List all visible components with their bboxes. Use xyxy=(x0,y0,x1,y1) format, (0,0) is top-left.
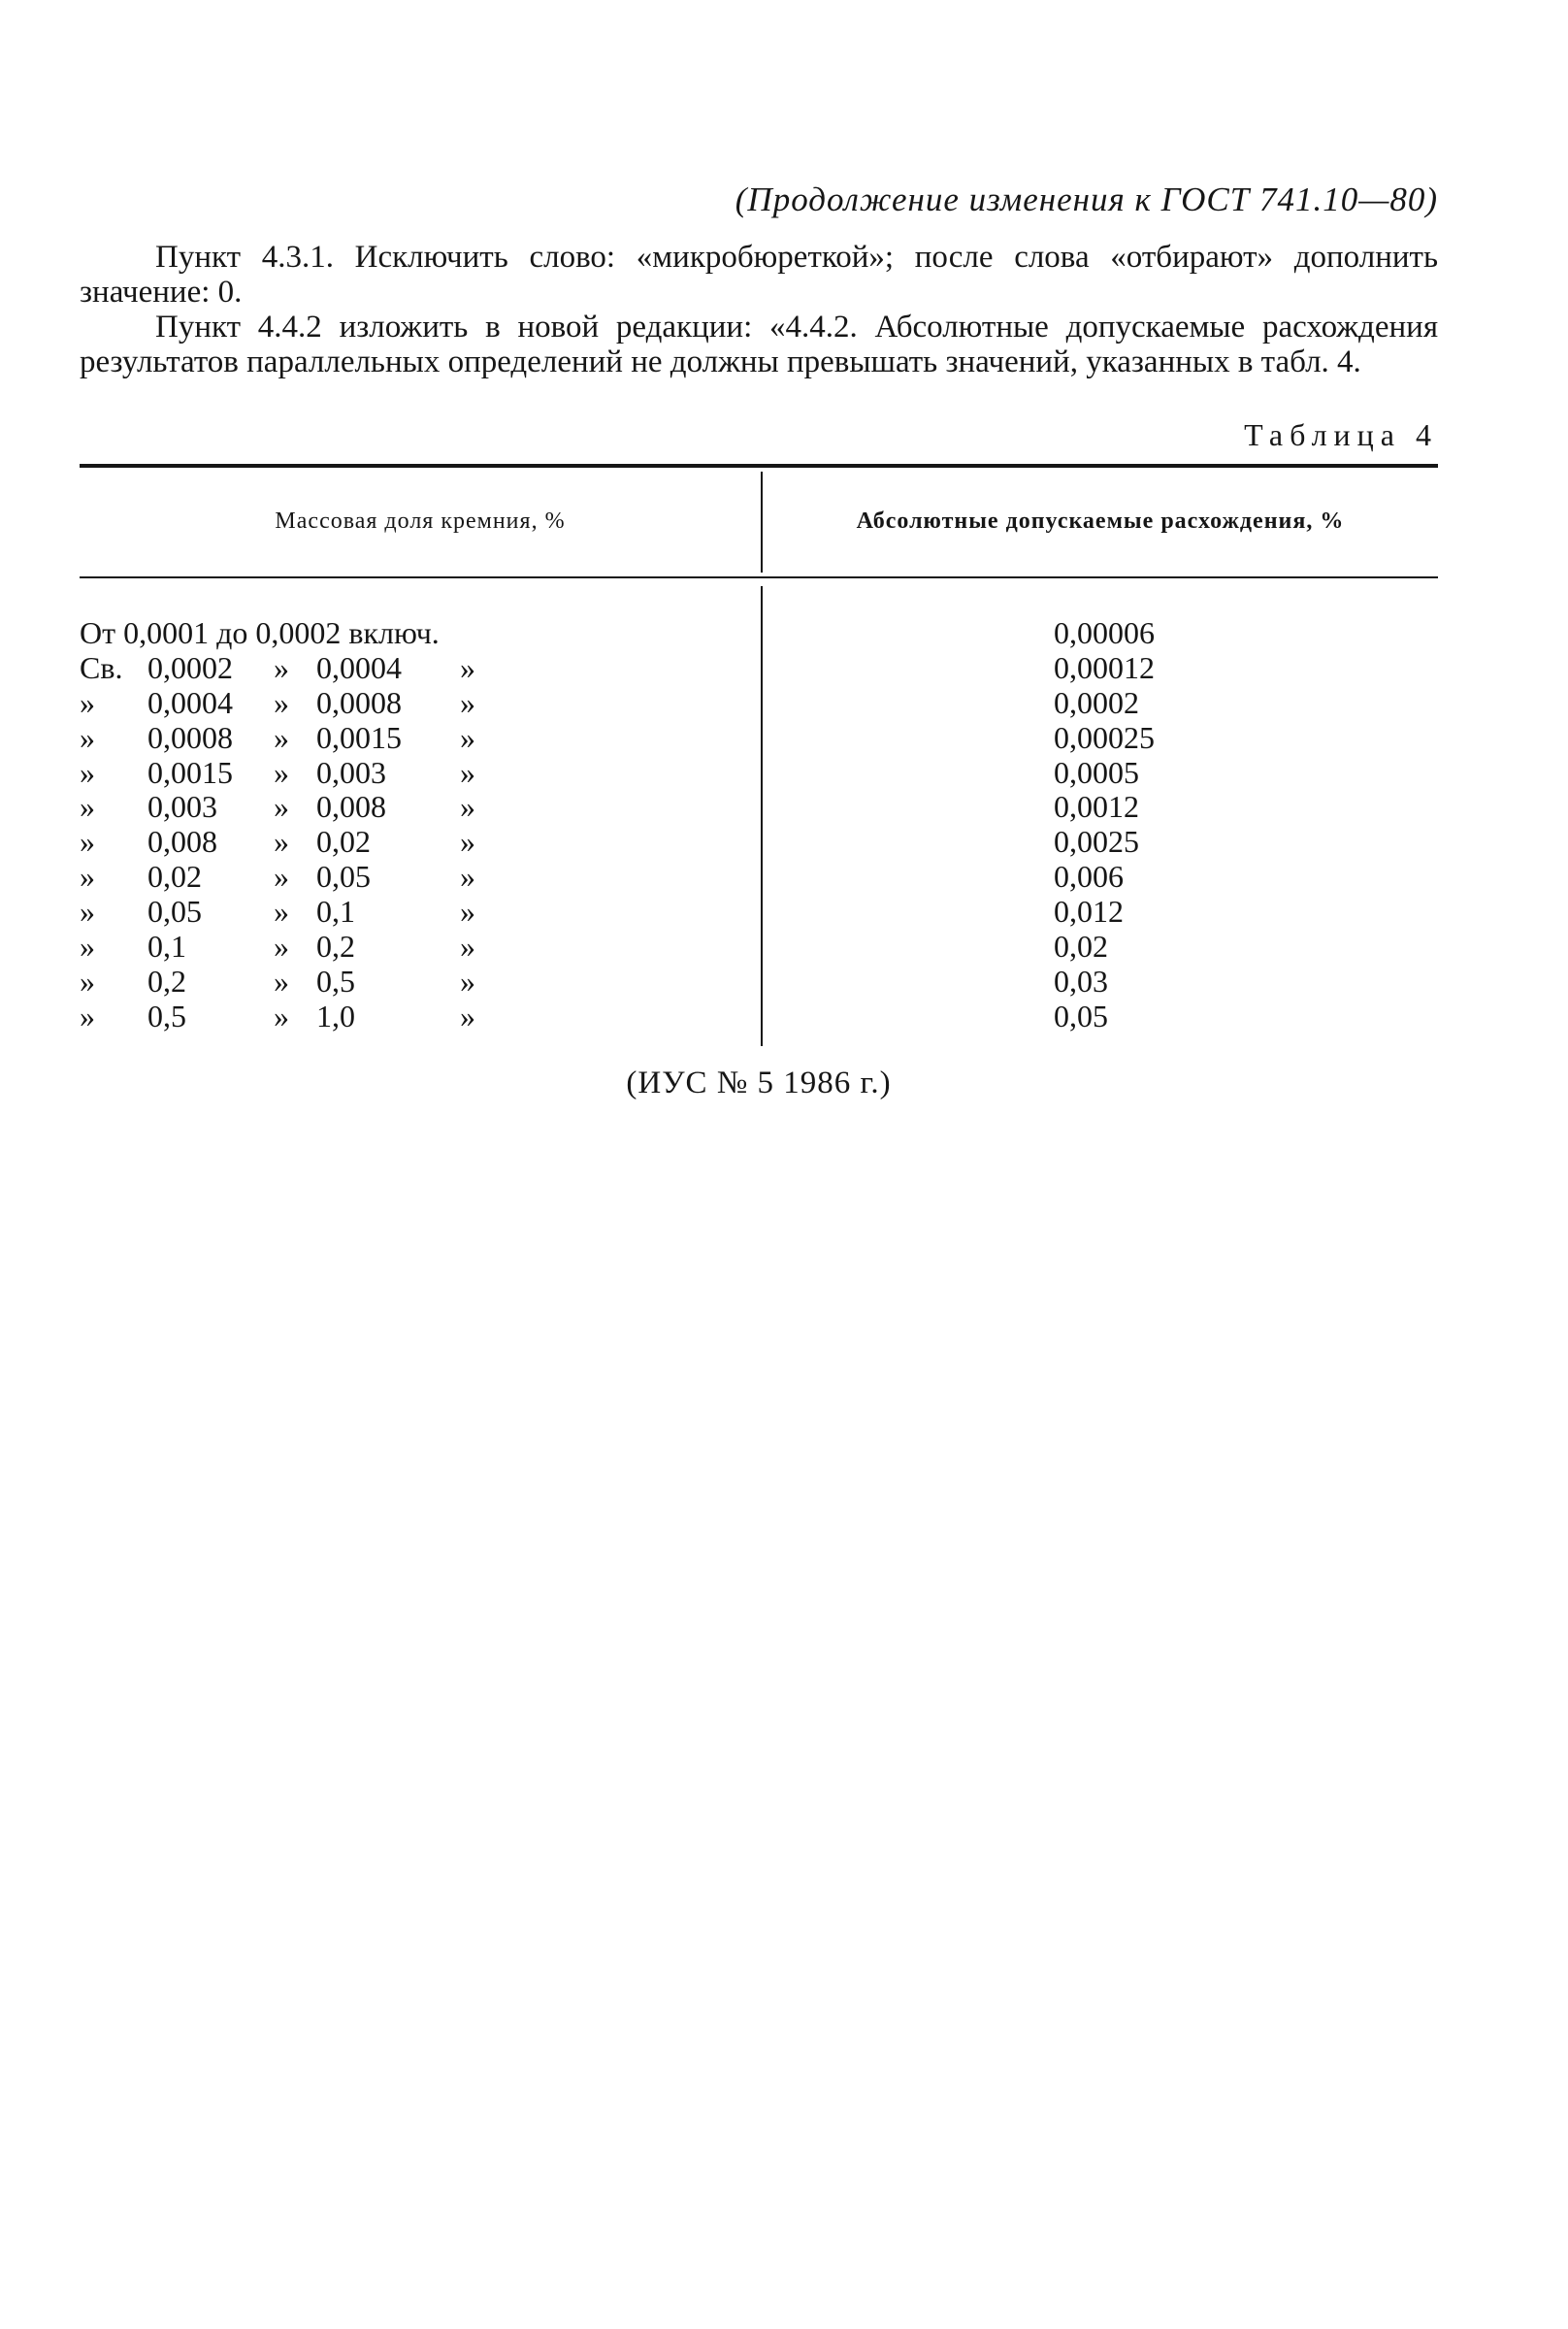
ditto-mark: » xyxy=(460,754,475,790)
range-from-value: 0,0002 xyxy=(147,649,233,685)
ditto-mark: » xyxy=(274,789,289,825)
range-from-value: 0,05 xyxy=(147,894,202,930)
ditto-mark: » xyxy=(274,719,289,755)
deviation-value: 0,0002 xyxy=(1054,684,1139,720)
header-deviation: Абсолютные допускаемые расхождения, % xyxy=(856,508,1345,534)
range-lead-word: » xyxy=(80,963,95,999)
table-header-rule xyxy=(80,576,1438,578)
ditto-mark: » xyxy=(274,963,289,999)
range-to-value: 0,0015 xyxy=(316,719,402,755)
ditto-mark: » xyxy=(274,754,289,790)
paragraph-4-4-2: Пункт 4.4.2 изложить в новой редакции: «4.4.2. Абсолютные допускаемые расхождения результатов параллельных определений не должны превышать значений, указанных в табл. 4. xyxy=(80,310,1438,379)
range-to-value: 0,5 xyxy=(316,963,355,999)
table-row xyxy=(80,999,1438,1033)
table-row xyxy=(80,720,1438,755)
table-row xyxy=(80,824,1438,859)
ditto-mark: » xyxy=(274,998,289,1033)
range-to-value: 0,02 xyxy=(316,824,371,860)
ditto-mark: » xyxy=(274,894,289,930)
deviation-value: 0,0005 xyxy=(1054,754,1139,790)
deviation-value: 0,05 xyxy=(1054,998,1108,1033)
table-row xyxy=(80,929,1438,964)
range-from-value: 0,008 xyxy=(147,824,217,860)
range-from-value: 0,2 xyxy=(147,963,186,999)
footer-reference: (ИУС № 5 1986 г.) xyxy=(626,1066,892,1100)
ditto-mark: » xyxy=(460,824,475,860)
range-from-value: 0,0008 xyxy=(147,719,233,755)
document-page xyxy=(80,0,1438,2329)
ditto-mark: » xyxy=(460,963,475,999)
ditto-mark: » xyxy=(460,649,475,685)
table-row xyxy=(80,789,1438,824)
range-lead-word: » xyxy=(80,719,95,755)
deviation-value: 0,02 xyxy=(1054,929,1108,965)
mass-fraction-range: От 0,0001 до 0,0002 включ. xyxy=(80,615,440,650)
ditto-mark: » xyxy=(460,998,475,1033)
range-to-value: 0,0008 xyxy=(316,684,402,720)
table-caption: Таблица 4 xyxy=(1244,417,1438,452)
range-lead-word: » xyxy=(80,789,95,825)
deviation-value: 0,00025 xyxy=(1054,719,1155,755)
range-lead-word: » xyxy=(80,859,95,895)
table-body xyxy=(80,615,1438,1033)
range-to-value: 0,05 xyxy=(316,859,371,895)
table-row xyxy=(80,650,1438,685)
table-row xyxy=(80,685,1438,720)
ditto-mark: » xyxy=(274,649,289,685)
range-to-value: 0,003 xyxy=(316,754,386,790)
deviation-value: 0,00006 xyxy=(1054,615,1155,650)
range-from-value: 0,5 xyxy=(147,998,186,1033)
table-row xyxy=(80,894,1438,929)
ditto-mark: » xyxy=(460,894,475,930)
range-lead-word: » xyxy=(80,754,95,790)
ditto-mark: » xyxy=(460,789,475,825)
ditto-mark: » xyxy=(274,684,289,720)
deviation-value: 0,0025 xyxy=(1054,824,1139,860)
range-lead-word: » xyxy=(80,929,95,965)
body-text xyxy=(80,240,1438,379)
document-heading: (Продолжение изменения к ГОСТ 741.10—80) xyxy=(735,180,1438,218)
range-from-value: 0,003 xyxy=(147,789,217,825)
ditto-mark: » xyxy=(460,684,475,720)
range-from-value: 0,02 xyxy=(147,859,202,895)
deviation-value: 0,03 xyxy=(1054,963,1108,999)
range-lead-word: » xyxy=(80,824,95,860)
range-lead-word: Св. xyxy=(80,649,123,685)
table-row xyxy=(80,615,1438,650)
ditto-mark: » xyxy=(460,719,475,755)
range-lead-word: » xyxy=(80,894,95,930)
range-from-value: 0,1 xyxy=(147,929,186,965)
ditto-mark: » xyxy=(460,929,475,965)
ditto-mark: » xyxy=(274,824,289,860)
range-from-value: 0,0015 xyxy=(147,754,233,790)
range-lead-word: » xyxy=(80,684,95,720)
table-top-rule xyxy=(80,464,1438,468)
table-row xyxy=(80,755,1438,790)
range-to-value: 0,008 xyxy=(316,789,386,825)
range-to-value: 0,0004 xyxy=(316,649,402,685)
table-row xyxy=(80,859,1438,894)
range-to-value: 0,1 xyxy=(316,894,355,930)
deviation-value: 0,012 xyxy=(1054,894,1124,930)
header-mass-fraction: Массовая доля кремния, % xyxy=(275,508,566,534)
paragraph-4-3-1: Пункт 4.3.1. Исключить слово: «микробюреткой»; после слова «отбирают» дополнить значение: 0. xyxy=(80,240,1438,310)
range-from-value: 0,0004 xyxy=(147,684,233,720)
ditto-mark: » xyxy=(274,859,289,895)
range-to-value: 1,0 xyxy=(316,998,355,1033)
deviation-value: 0,0012 xyxy=(1054,789,1139,825)
deviation-value: 0,006 xyxy=(1054,859,1124,895)
table-row xyxy=(80,964,1438,999)
range-to-value: 0,2 xyxy=(316,929,355,965)
ditto-mark: » xyxy=(460,859,475,895)
deviation-value: 0,00012 xyxy=(1054,649,1155,685)
range-lead-word: » xyxy=(80,998,95,1033)
ditto-mark: » xyxy=(274,929,289,965)
